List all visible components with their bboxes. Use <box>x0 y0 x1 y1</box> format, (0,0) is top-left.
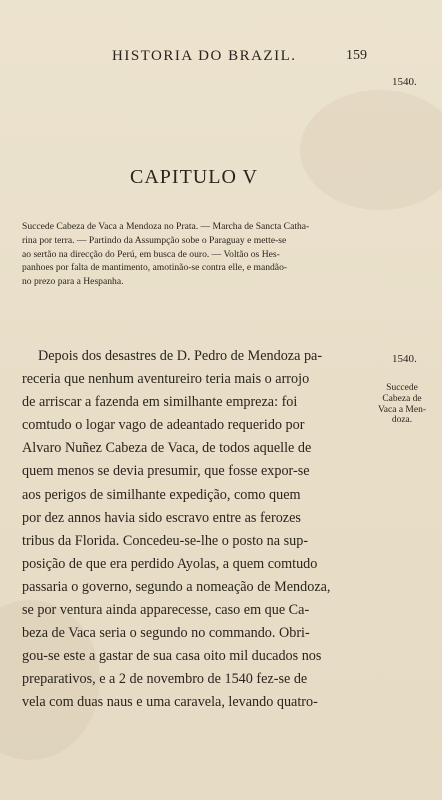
paper-stain <box>300 90 442 210</box>
margin-note-line: doza. <box>391 415 413 426</box>
chapter-summary <box>22 220 374 289</box>
margin-note <box>374 383 430 426</box>
running-header: HISTORIA DO BRAZIL. <box>112 48 297 64</box>
margin-note-line: Vaca a Men- <box>377 404 426 415</box>
body-line: Depois dos desastres de D. Pedro de Mendoza pa- <box>38 348 323 364</box>
body-line: por dez annos havia sido escravo entre as ferozes <box>22 509 301 526</box>
margin-note-line: Succede <box>386 383 418 393</box>
body-line: comtudo o logar vago de adeantado requerido por <box>22 417 305 434</box>
header-year: 1540. <box>392 76 417 88</box>
body-line: passaria o governo, segundo a nomeação de Mendoza, <box>22 578 331 595</box>
body-line: tribus da Florida. Concedeu-se-lhe o posto na sup- <box>22 532 309 549</box>
body-line: de arriscar a fazenda em similhante empreza: foi <box>22 394 298 411</box>
body-line: quem menos se devia presumir, que fosse expor-se <box>22 463 310 480</box>
summary-line: panhoes por falta de mantimento, amotinão-se contra elle, e mandão- <box>22 262 288 274</box>
summary-line: ao sertão na direcção do Perú, em busca de ouro. — Voltão os Hes- <box>22 248 280 260</box>
summary-line: Succede Cabeza de Vaca a Mendoza no Prata. — Marcha de Sancta Catha- <box>22 221 310 232</box>
margin-year: 1540. <box>392 353 417 365</box>
body-paragraph <box>22 345 376 715</box>
body-line: Alvaro Nuñez Cabeza de Vaca, de todos aquelle de <box>22 440 312 457</box>
body-line: receria que nenhum aventureiro teria mais o arrojo <box>22 371 310 388</box>
body-line: preparativos, e a 2 de novembro de 1540 fez-se de <box>22 671 308 688</box>
body-line: gou-se este a gastar de sua casa oito mil ducados nos <box>22 648 322 665</box>
page-number: 159 <box>346 48 367 63</box>
chapter-title: CAPITULO V <box>130 166 258 188</box>
body-line: se por ventura ainda apparecesse, caso em que Ca- <box>22 602 310 619</box>
body-line: aos perigos de similhante expedição, como quem <box>22 486 301 503</box>
body-line: vela com duas naus e uma caravela, levando quatro- <box>22 694 318 711</box>
summary-line: rina por terra. — Partindo da Assumpção sobe o Paraguay e mette-se <box>22 234 287 246</box>
body-line: beza de Vaca seria o segundo no commando. Obri- <box>22 625 310 642</box>
body-line: posição de que era perdido Ayolas, a quem comtudo <box>22 555 318 572</box>
summary-line: no prezo para a Hespanha. <box>22 276 124 288</box>
margin-note-line: Cabeza de <box>382 393 422 404</box>
